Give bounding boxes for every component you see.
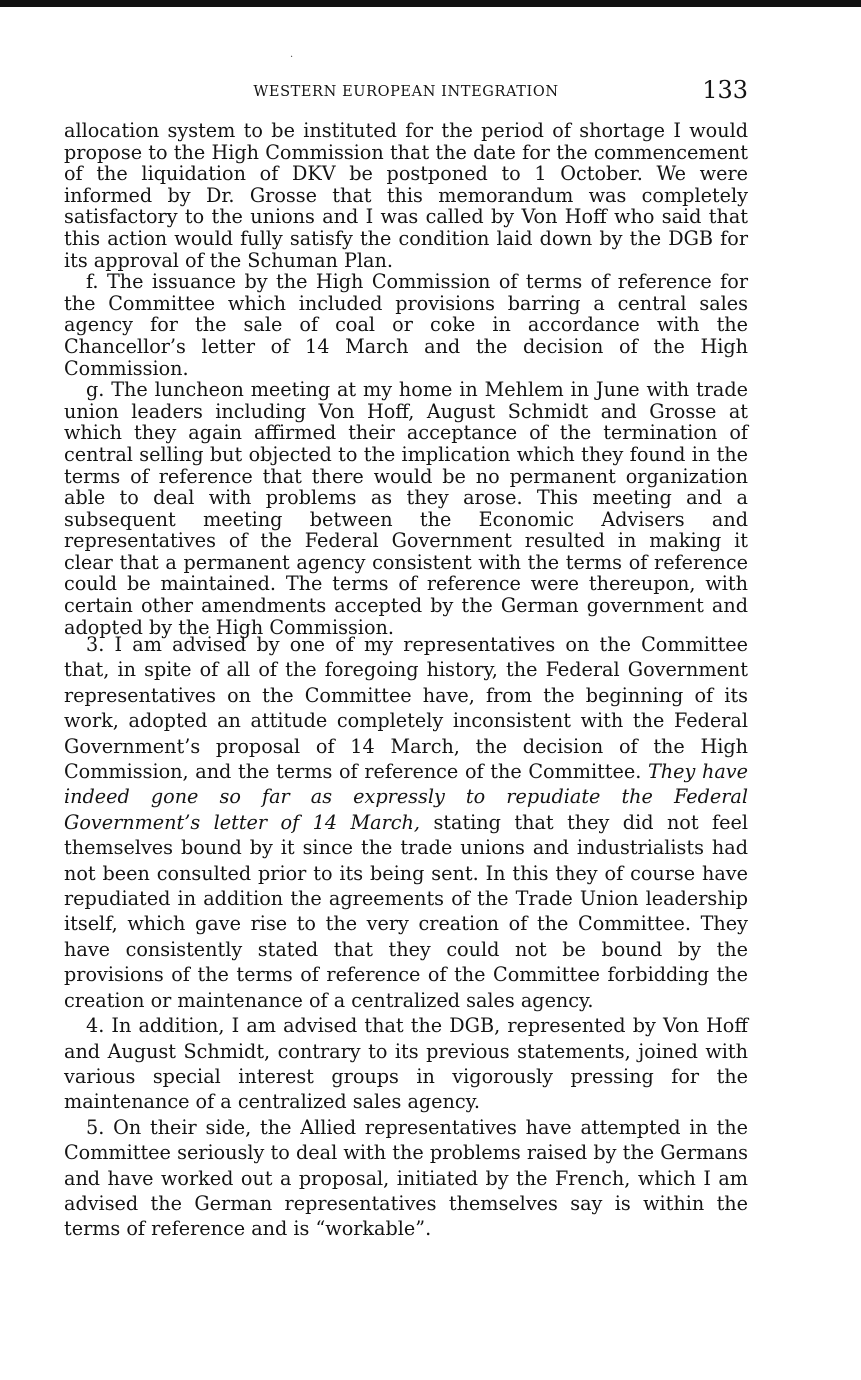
running-title: WESTERN EUROPEAN INTEGRATION [253, 84, 559, 100]
paragraph-5: 5. On their side, the Allied representatives have attempted in the Committee seriously to deal with the problems raised by the Germans and have worked out a proposal, initiated by the French, which I am advised the German representatives themselves say is within the terms of reference and is “workable”. [64, 1115, 748, 1241]
page-number: 133 [702, 76, 748, 104]
paragraph-3-tail: stating that they did not feel themselves bound by it since the trade unions and industrialists had not been consulted prior to its being sent. In this they of course have repudiated in addition the agreements of the Trade Union leadership itself, which gave rise to the very creation of the Committee. They have consistently stated that they could not be bound by the provisions of the terms of reference of the Committee forbidding the creation or maintenance of a centralized sales agency. [64, 810, 748, 1012]
item-g-paragraph: g. The luncheon meeting at my home in Mehlem in June with trade union leaders including Von Hoff, August Schmidt and Grosse at which they again affirmed their acceptance of the termination of central selling but objected to the implication which they found in the terms of reference that there would be no permanent organization able to deal with problems as they arose. This meeting and a subsequent meeting between the Economic Advisers and representatives of the Federal Government resulted in making it clear that a permanent agency consistent with the terms of reference could be maintained. The terms of reference were thereupon, with certain other amendments accepted by the German government and adopted by the High Commission. [64, 378, 748, 639]
running-header [64, 76, 748, 106]
small-type-section [64, 120, 748, 638]
paragraph-4: 4. In addition, I am advised that the DGB, represented by Von Hoff and August Schmidt, contrary to its previous statements, joined with various special interest groups in vigorously pressing for the maintenance of a centralized sales agency. [64, 1014, 748, 1114]
paragraph-3-italic: They have indeed gone so far as expressly to repudiate the Federal Government’s letter of 14 March, [64, 760, 748, 834]
main-type-section [64, 632, 748, 1242]
top-border-rule [0, 0, 861, 7]
paragraph-3-lead: 3. I am advised by one of my representatives on the Committee that, in spite of all of the foregoing history, the Federal Government representatives on the Committee have, from the beginning of its work, adopted an attitude completely inconsistent with the Federal Government’s proposal of 14 March, the decision of the High Commission, and the terms of reference of the Committee. [64, 633, 748, 784]
continuation-paragraph: allocation system to be instituted for the period of shortage I would propose to the High Commission that the date for the commencement of the liquidation of DKV be postponed to 1 October. We were informed by Dr. Grosse that this memorandum was completely satisfactory to the unions and I was called by Von Hoff who said that this action would fully satisfy the condition laid down by the DGB for its approval of the Schuman Plan. [64, 119, 748, 272]
print-mark: · [290, 52, 294, 63]
item-f-paragraph: f. The issuance by the High Commission of terms of reference for the Committee which included provisions barring a central sales agency for the sale of coal or coke in accordance with the Chancellor’s letter of 14 March and the decision of the High Commission. [64, 270, 748, 380]
paragraph-3 [64, 632, 748, 1013]
